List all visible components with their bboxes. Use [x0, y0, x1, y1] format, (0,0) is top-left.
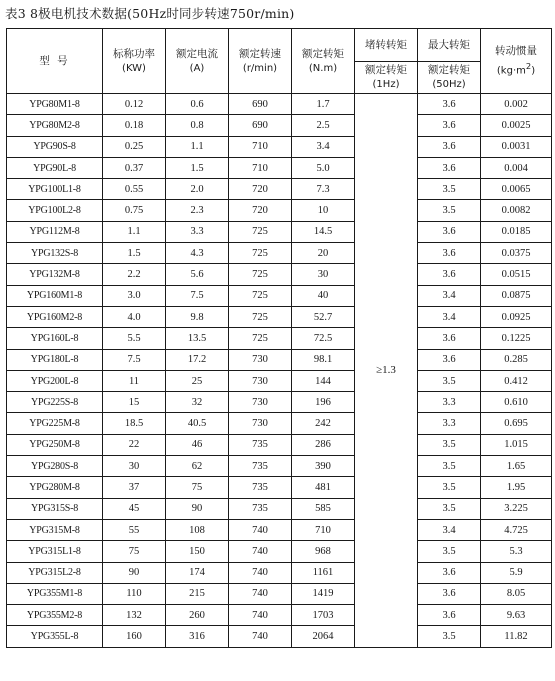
- cell-model: YPG160M1-8: [7, 285, 103, 306]
- cell-inertia: 0.0925: [481, 306, 552, 327]
- cell-torque: 710: [292, 519, 355, 540]
- header-stall-freq: (1Hz): [372, 79, 400, 90]
- table-row: [7, 157, 552, 178]
- cell-max-torque: 3.6: [418, 349, 481, 370]
- header-current-unit: (A): [189, 62, 205, 74]
- cell-inertia: 0.412: [481, 370, 552, 391]
- cell-speed: 740: [229, 583, 292, 604]
- cell-power: 160: [103, 626, 166, 647]
- header-stall-denominator: [355, 62, 418, 94]
- cell-inertia: 0.285: [481, 349, 552, 370]
- cell-inertia: 0.1225: [481, 328, 552, 349]
- header-torque: [292, 29, 355, 94]
- cell-inertia: 5.9: [481, 562, 552, 583]
- cell-max-torque: 3.6: [418, 115, 481, 136]
- header-max-torque: [418, 29, 481, 62]
- table-row: [7, 200, 552, 221]
- cell-max-torque: 3.6: [418, 94, 481, 115]
- inertia-unit-pre: (kg·m: [496, 65, 526, 77]
- cell-speed: 725: [229, 264, 292, 285]
- cell-model: YPG280S-8: [7, 456, 103, 477]
- cell-current: 17.2: [166, 349, 229, 370]
- cell-current: 0.6: [166, 94, 229, 115]
- cell-speed: 740: [229, 562, 292, 583]
- cell-max-torque: 3.5: [418, 456, 481, 477]
- cell-inertia: 0.002: [481, 94, 552, 115]
- cell-model: YPG100L2-8: [7, 200, 103, 221]
- table-row: [7, 583, 552, 604]
- cell-max-torque: 3.5: [418, 541, 481, 562]
- cell-model: YPG280M-8: [7, 477, 103, 498]
- cell-current: 1.1: [166, 136, 229, 157]
- table-row: [7, 392, 552, 413]
- cell-max-torque: 3.6: [418, 583, 481, 604]
- cell-speed: 725: [229, 328, 292, 349]
- cell-speed: 710: [229, 157, 292, 178]
- cell-model: YPG225M-8: [7, 413, 103, 434]
- cell-current: 13.5: [166, 328, 229, 349]
- table-row: [7, 349, 552, 370]
- table-row: [7, 179, 552, 200]
- cell-power: 3.0: [103, 285, 166, 306]
- cell-speed: 725: [229, 306, 292, 327]
- cell-model: YPG80M2-8: [7, 115, 103, 136]
- cell-current: 2.0: [166, 179, 229, 200]
- cell-inertia: 3.225: [481, 498, 552, 519]
- cell-inertia: 0.0375: [481, 243, 552, 264]
- cell-model: YPG315M-8: [7, 519, 103, 540]
- cell-max-torque: 3.5: [418, 370, 481, 391]
- cell-model: YPG160L-8: [7, 328, 103, 349]
- header-speed-unit: (r/min): [242, 62, 278, 74]
- cell-torque: 968: [292, 541, 355, 562]
- table-caption: 表3 8极电机技术数据(50Hz时同步转速750r/min): [5, 6, 295, 21]
- cell-speed: 720: [229, 179, 292, 200]
- cell-max-torque: 3.3: [418, 413, 481, 434]
- cell-max-torque: 3.5: [418, 200, 481, 221]
- table-row: [7, 434, 552, 455]
- table-row: [7, 456, 552, 477]
- cell-torque: 98.1: [292, 349, 355, 370]
- cell-torque: 30: [292, 264, 355, 285]
- cell-speed: 730: [229, 413, 292, 434]
- cell-model: YPG315S-8: [7, 498, 103, 519]
- cell-model: YPG112M-8: [7, 221, 103, 242]
- cell-inertia: 1.015: [481, 434, 552, 455]
- cell-max-torque: 3.6: [418, 562, 481, 583]
- cell-model: YPG250M-8: [7, 434, 103, 455]
- cell-max-torque: 3.3: [418, 392, 481, 413]
- cell-speed: 720: [229, 200, 292, 221]
- cell-inertia: 0.0082: [481, 200, 552, 221]
- header-max-sub: 额定转矩: [428, 64, 470, 76]
- header-current: [166, 29, 229, 94]
- cell-torque: 481: [292, 477, 355, 498]
- table-row: [7, 605, 552, 626]
- inertia-unit-sup: 2: [525, 60, 532, 71]
- cell-power: 1.1: [103, 221, 166, 242]
- cell-current: 7.5: [166, 285, 229, 306]
- cell-power: 37: [103, 477, 166, 498]
- cell-torque: 2.5: [292, 115, 355, 136]
- cell-current: 0.8: [166, 115, 229, 136]
- cell-speed: 690: [229, 94, 292, 115]
- cell-current: 108: [166, 519, 229, 540]
- cell-power: 1.5: [103, 243, 166, 264]
- table-row: [7, 541, 552, 562]
- cell-max-torque: 3.4: [418, 519, 481, 540]
- cell-model: YPG132M-8: [7, 264, 103, 285]
- cell-current: 316: [166, 626, 229, 647]
- cell-speed: 735: [229, 477, 292, 498]
- cell-inertia: 0.610: [481, 392, 552, 413]
- header-inertia: [481, 29, 552, 94]
- cell-inertia: 1.65: [481, 456, 552, 477]
- cell-inertia: 8.05: [481, 583, 552, 604]
- table-header: [7, 29, 552, 94]
- header-model: [7, 29, 103, 94]
- cell-current: 32: [166, 392, 229, 413]
- cell-model: YPG315L2-8: [7, 562, 103, 583]
- cell-max-torque: 3.6: [418, 605, 481, 626]
- cell-speed: 730: [229, 370, 292, 391]
- cell-current: 3.3: [166, 221, 229, 242]
- cell-torque: 2064: [292, 626, 355, 647]
- cell-max-torque: 3.6: [418, 221, 481, 242]
- header-stall-torque: [355, 29, 418, 62]
- header-speed: [229, 29, 292, 94]
- cell-model: YPG315L1-8: [7, 541, 103, 562]
- cell-power: 15: [103, 392, 166, 413]
- cell-max-torque: 3.5: [418, 477, 481, 498]
- cell-inertia: 0.0031: [481, 136, 552, 157]
- cell-torque: 390: [292, 456, 355, 477]
- cell-speed: 740: [229, 605, 292, 626]
- cell-power: 45: [103, 498, 166, 519]
- cell-max-torque: 3.6: [418, 157, 481, 178]
- table-row: [7, 328, 552, 349]
- cell-speed: 735: [229, 498, 292, 519]
- cell-power: 7.5: [103, 349, 166, 370]
- header-max-denominator: [418, 62, 481, 94]
- cell-torque: 242: [292, 413, 355, 434]
- cell-power: 110: [103, 583, 166, 604]
- header-max-label: 最大转矩: [428, 39, 470, 51]
- cell-inertia: 0.0025: [481, 115, 552, 136]
- cell-model: YPG132S-8: [7, 243, 103, 264]
- cell-power: 0.55: [103, 179, 166, 200]
- cell-current: 260: [166, 605, 229, 626]
- cell-speed: 735: [229, 456, 292, 477]
- cell-torque: 40: [292, 285, 355, 306]
- table-row: [7, 285, 552, 306]
- header-max-freq: (50Hz): [432, 79, 466, 90]
- cell-speed: 690: [229, 115, 292, 136]
- cell-power: 0.75: [103, 200, 166, 221]
- cell-model: YPG355M2-8: [7, 605, 103, 626]
- cell-inertia: 9.63: [481, 605, 552, 626]
- cell-current: 40.5: [166, 413, 229, 434]
- cell-current: 25: [166, 370, 229, 391]
- cell-model: YPG200L-8: [7, 370, 103, 391]
- table-row: [7, 136, 552, 157]
- cell-speed: 740: [229, 519, 292, 540]
- cell-inertia: 0.0065: [481, 179, 552, 200]
- cell-torque: 585: [292, 498, 355, 519]
- cell-current: 150: [166, 541, 229, 562]
- cell-speed: 740: [229, 541, 292, 562]
- cell-speed: 735: [229, 434, 292, 455]
- cell-current: 174: [166, 562, 229, 583]
- cell-current: 1.5: [166, 157, 229, 178]
- cell-power: 55: [103, 519, 166, 540]
- cell-model: YPG355M1-8: [7, 583, 103, 604]
- table-row: [7, 562, 552, 583]
- header-power-label: 标称功率: [113, 47, 155, 60]
- cell-speed: 730: [229, 392, 292, 413]
- cell-max-torque: 3.5: [418, 626, 481, 647]
- cell-current: 62: [166, 456, 229, 477]
- cell-model: YPG90L-8: [7, 157, 103, 178]
- cell-model: YPG225S-8: [7, 392, 103, 413]
- table-row: [7, 264, 552, 285]
- cell-speed: 730: [229, 349, 292, 370]
- cell-torque: 3.4: [292, 136, 355, 157]
- cell-inertia: 0.695: [481, 413, 552, 434]
- table-row: [7, 115, 552, 136]
- cell-torque: 5.0: [292, 157, 355, 178]
- header-stall-sub: 额定转矩: [365, 64, 407, 76]
- cell-current: 90: [166, 498, 229, 519]
- cell-power: 18.5: [103, 413, 166, 434]
- cell-torque: 144: [292, 370, 355, 391]
- cell-stall-ratio: ≥1.3: [355, 94, 418, 648]
- cell-power: 4.0: [103, 306, 166, 327]
- cell-torque: 286: [292, 434, 355, 455]
- cell-max-torque: 3.6: [418, 328, 481, 349]
- cell-max-torque: 3.6: [418, 243, 481, 264]
- cell-power: 30: [103, 456, 166, 477]
- header-torque-label: 额定转矩: [302, 47, 344, 60]
- cell-power: 132: [103, 605, 166, 626]
- cell-max-torque: 3.6: [418, 136, 481, 157]
- cell-power: 22: [103, 434, 166, 455]
- cell-model: YPG160M2-8: [7, 306, 103, 327]
- table-row: [7, 413, 552, 434]
- cell-power: 11: [103, 370, 166, 391]
- cell-power: 90: [103, 562, 166, 583]
- cell-current: 215: [166, 583, 229, 604]
- cell-inertia: 1.95: [481, 477, 552, 498]
- table-row: [7, 498, 552, 519]
- table-row: [7, 626, 552, 647]
- cell-inertia: 0.0185: [481, 221, 552, 242]
- cell-speed: 710: [229, 136, 292, 157]
- header-inertia-label: 转动惯量: [495, 44, 537, 57]
- header-power-unit: (KW): [122, 62, 146, 74]
- table-row: [7, 306, 552, 327]
- cell-current: 46: [166, 434, 229, 455]
- table-row: [7, 477, 552, 498]
- cell-model: YPG90S-8: [7, 136, 103, 157]
- cell-speed: 725: [229, 285, 292, 306]
- cell-torque: 1703: [292, 605, 355, 626]
- table-body: [7, 94, 552, 648]
- cell-current: 9.8: [166, 306, 229, 327]
- header-torque-unit: (N.m): [308, 62, 338, 74]
- inertia-unit-post: ): [531, 65, 536, 77]
- cell-inertia: 5.3: [481, 541, 552, 562]
- cell-torque: 1.7: [292, 94, 355, 115]
- cell-current: 5.6: [166, 264, 229, 285]
- header-stall-label: 堵转转矩: [365, 39, 407, 51]
- cell-power: 0.25: [103, 136, 166, 157]
- cell-max-torque: 3.5: [418, 179, 481, 200]
- cell-speed: 725: [229, 243, 292, 264]
- cell-max-torque: 3.5: [418, 434, 481, 455]
- cell-inertia: 0.0875: [481, 285, 552, 306]
- motor-spec-table: [6, 28, 552, 648]
- table-row: [7, 370, 552, 391]
- cell-model: YPG100L1-8: [7, 179, 103, 200]
- cell-max-torque: 3.4: [418, 306, 481, 327]
- cell-power: 75: [103, 541, 166, 562]
- cell-torque: 196: [292, 392, 355, 413]
- cell-power: 0.18: [103, 115, 166, 136]
- cell-inertia: 0.0515: [481, 264, 552, 285]
- cell-torque: 7.3: [292, 179, 355, 200]
- cell-current: 75: [166, 477, 229, 498]
- cell-inertia: 4.725: [481, 519, 552, 540]
- cell-max-torque: 3.6: [418, 264, 481, 285]
- header-model-label: 型 号: [39, 55, 70, 67]
- cell-torque: 14.5: [292, 221, 355, 242]
- cell-speed: 740: [229, 626, 292, 647]
- cell-model: YPG180L-8: [7, 349, 103, 370]
- header-inertia-unit: [481, 59, 551, 78]
- table-row: [7, 94, 552, 115]
- cell-current: 2.3: [166, 200, 229, 221]
- header-current-label: 额定电流: [176, 47, 218, 60]
- table-row: [7, 221, 552, 242]
- cell-power: 0.12: [103, 94, 166, 115]
- cell-power: 2.2: [103, 264, 166, 285]
- cell-max-torque: 3.4: [418, 285, 481, 306]
- table-row: [7, 243, 552, 264]
- cell-torque: 52.7: [292, 306, 355, 327]
- cell-speed: 725: [229, 221, 292, 242]
- cell-torque: 72.5: [292, 328, 355, 349]
- cell-torque: 20: [292, 243, 355, 264]
- cell-power: 0.37: [103, 157, 166, 178]
- cell-torque: 10: [292, 200, 355, 221]
- cell-model: YPG80M1-8: [7, 94, 103, 115]
- cell-torque: 1419: [292, 583, 355, 604]
- cell-current: 4.3: [166, 243, 229, 264]
- header-power: [103, 29, 166, 94]
- table-row: [7, 519, 552, 540]
- cell-inertia: 0.004: [481, 157, 552, 178]
- cell-torque: 1161: [292, 562, 355, 583]
- cell-inertia: 11.82: [481, 626, 552, 647]
- header-speed-label: 额定转速: [239, 47, 281, 60]
- cell-max-torque: 3.5: [418, 498, 481, 519]
- cell-power: 5.5: [103, 328, 166, 349]
- cell-model: YPG355L-8: [7, 626, 103, 647]
